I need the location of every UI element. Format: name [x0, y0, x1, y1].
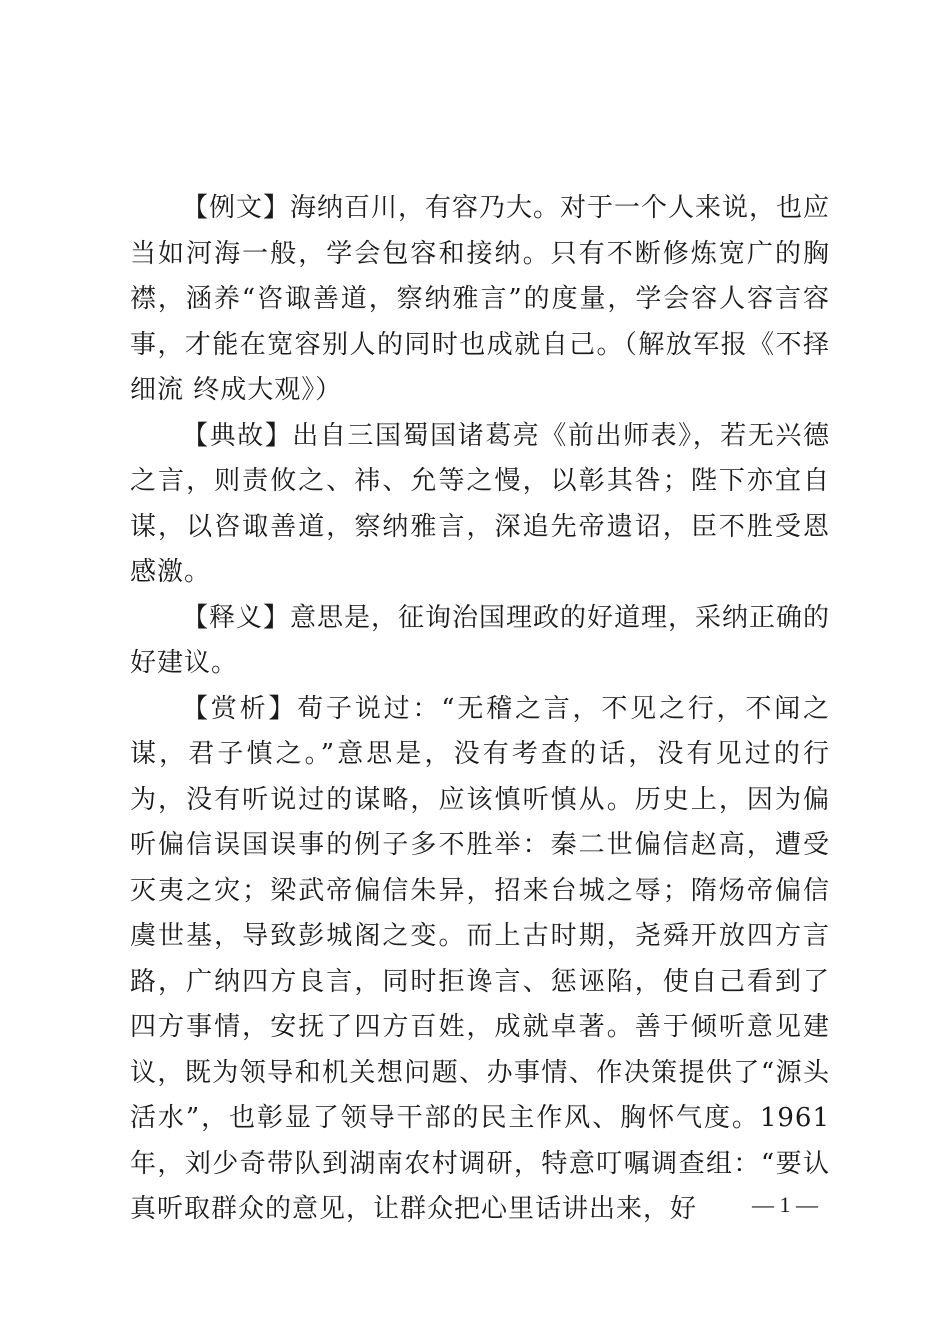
paragraph-example: 【例文】海纳百川，有容乃大。对于一个人来说，也应当如河海一般，学会包容和接纳。只有不断修炼宽广的胸襟，涵养“咨诹善道，察纳雅言”的度量，学会容人容言容事，才能在宽容别人的同时也成就自己。（解放军报《不择细流 终成大观》）: [130, 193, 831, 405]
paragraph-meaning: 【释义】意思是，征询治国理政的好道理，采纳正确的好建议。: [130, 602, 831, 678]
paragraph-appreciation: 【赏析】荀子说过：“无稽之言，不见之行，不闻之谋，君子慎之。”意思是，没有考查的话，没有见过的行为，没有听说过的谋略，应该慎听慎从。历史上，因为偏听偏信误国误事的例子多不胜举：秦二世偏信赵高，遭受灭夷之灾；梁武帝偏信朱异，招来台城之辱；隋炀帝偏信虞世基，导致彭城阁之变。而上古时期，尧舜开放四方言路，广纳四方良言，同时拒谗言、惩诬陷，使自己看到了四方事情，安抚了四方百姓，成就卓著。善于倾听意见建议，既为领导和机关想问题、办事情、作决策提供了“源头活水”，也彰显了领导干部的民主作风、胸怀气度。1961年，刘少奇带队到湖南农村调研，特意叮嘱调查组：“要认真听取群众的意见，让群众把心里话讲出来，好: [130, 693, 830, 1224]
paragraph-allusion: 【典故】出自三国蜀国诸葛亮《前出师表》，若无兴德之言，则责攸之、祎、允等之慢，以彰其咎；陛下亦宜自谋，以咨诹善道，察纳雅言，深追先帝遗诏，臣不胜受恩感激。: [130, 420, 830, 587]
page-number: — 1 —: [752, 1192, 818, 1217]
body-text: [130, 186, 830, 1233]
